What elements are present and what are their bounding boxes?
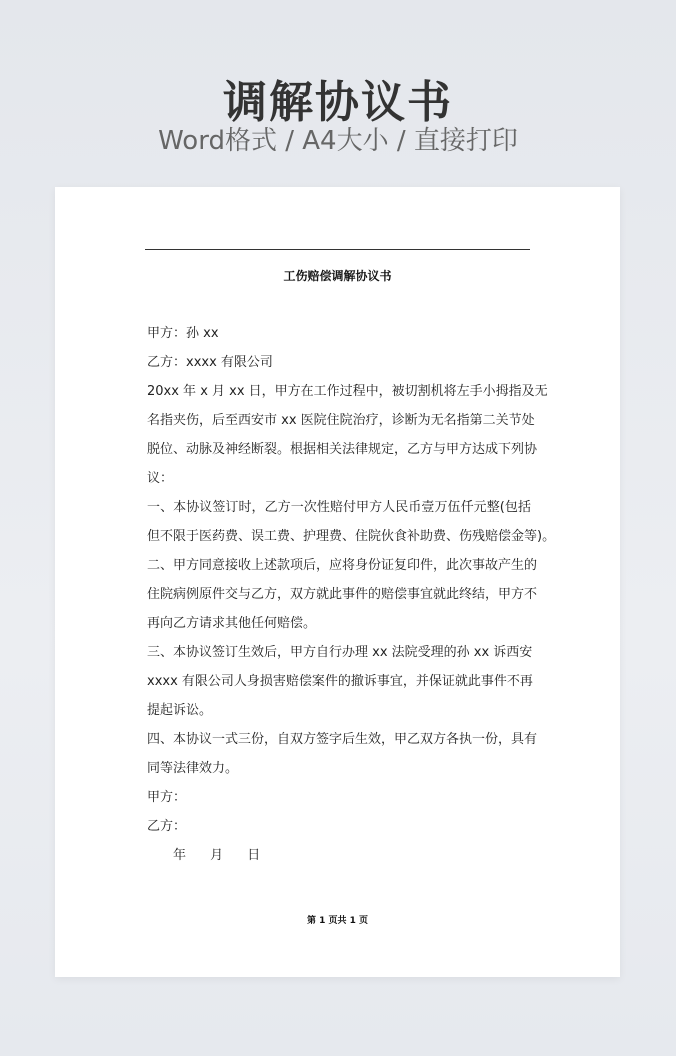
paragraph-line: 提起诉讼。 bbox=[147, 703, 213, 718]
document-page bbox=[55, 187, 620, 977]
clause-paragraph bbox=[147, 551, 538, 638]
clause-paragraph bbox=[147, 638, 531, 725]
paragraph-line: 同等法律效力。 bbox=[147, 761, 239, 776]
party-a: 甲方：孙 xx bbox=[147, 326, 219, 341]
paragraph-line: 住院病例原件交与乙方，双方就此事件的赔偿事宜就此终结，甲方不 bbox=[147, 587, 538, 602]
paragraph-line: xxxx 有限公司人身损害赔偿案件的撤诉事宜，并保证就此事件不再 bbox=[147, 674, 533, 689]
signature-party-b: 乙方： bbox=[147, 819, 187, 834]
signature-date: 年 月 日 bbox=[173, 848, 261, 863]
clause-paragraph bbox=[147, 725, 538, 783]
banner-subtitle: Word格式 / A4大小 / 直接打印 bbox=[158, 126, 518, 156]
paragraph-line: 再向乙方请求其他任何赔偿。 bbox=[147, 616, 317, 631]
document-title: 工伤赔偿调解协议书 bbox=[283, 269, 392, 283]
paragraph-line: 议： bbox=[147, 471, 174, 486]
clause-paragraph bbox=[147, 377, 548, 493]
paragraph-line: 20xx 年 x 月 xx 日，甲方在工作过程中，被切割机将左手小拇指及无 bbox=[147, 384, 548, 399]
clause-paragraph bbox=[147, 493, 556, 551]
paragraph-line: 名指夹伤，后至西安市 xx 医院住院治疗，诊断为无名指第二关节处 bbox=[147, 413, 535, 428]
signature-party-a: 甲方： bbox=[147, 790, 187, 805]
paragraph-line: 四、本协议一式三份，自双方签字后生效，甲乙双方各执一份，具有 bbox=[147, 732, 538, 747]
paragraph-line: 三、本协议签订生效后，甲方自行办理 xx 法院受理的孙 xx 诉西安 bbox=[147, 645, 533, 660]
paragraph-line: 脱位、动脉及神经断裂。根据相关法律规定，乙方与甲方达成下列协 bbox=[147, 442, 538, 457]
paragraph-line: 但不限于医药费、误工费、护理费、住院伙食补助费、伤残赔偿金等)。 bbox=[147, 529, 556, 544]
page-footer: 第 1 页共 1 页 bbox=[306, 916, 369, 926]
paragraph-line: 二、甲方同意接收上述款项后，应将身份证复印件，此次事故产生的 bbox=[147, 558, 538, 573]
paragraph-line: 一、本协议签订时，乙方一次性赔付甲方人民币壹万伍仟元整(包括 bbox=[147, 500, 531, 515]
document-body bbox=[147, 319, 556, 870]
party-b: 乙方：xxxx 有限公司 bbox=[147, 355, 273, 370]
header-rule bbox=[145, 249, 530, 250]
banner-title: 调解协议书 bbox=[223, 77, 453, 128]
